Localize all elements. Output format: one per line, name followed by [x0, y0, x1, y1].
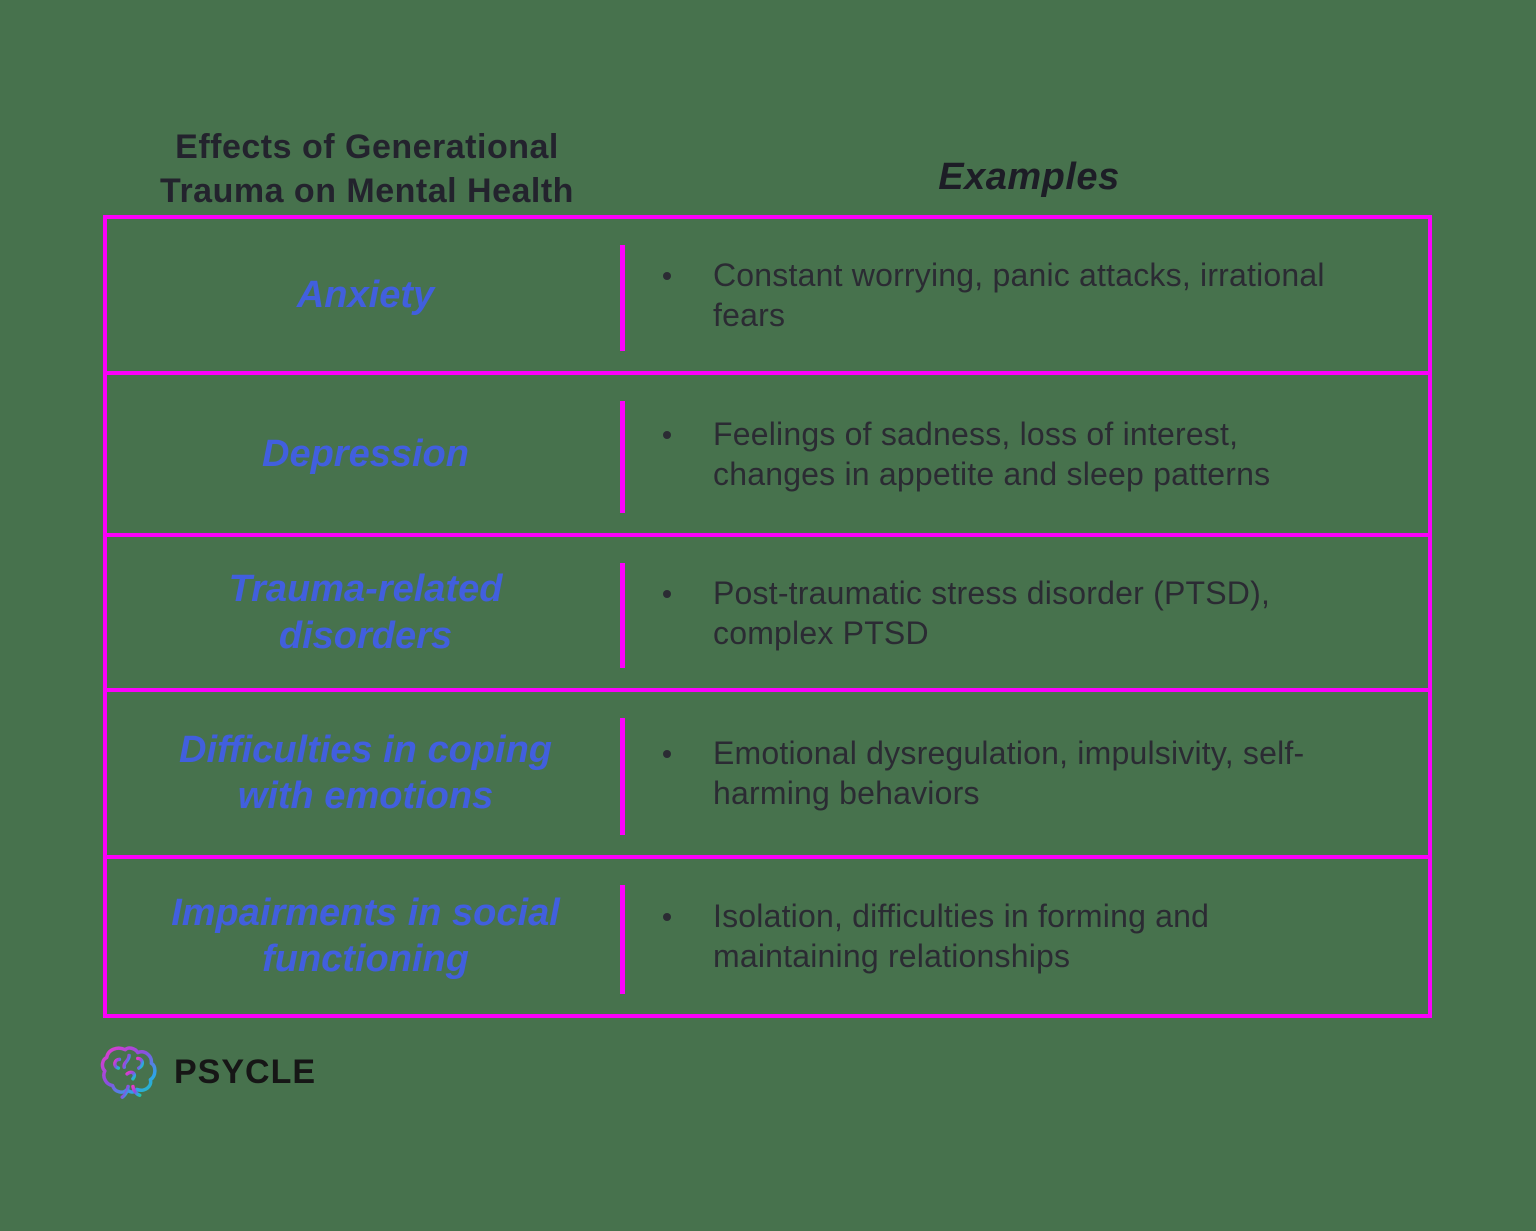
page-title — [112, 126, 622, 213]
bullet-icon — [663, 431, 671, 439]
table-row — [107, 855, 1428, 1014]
column-divider — [620, 245, 625, 351]
brand-logo — [100, 1043, 316, 1101]
example-text: Post-traumatic stress disorder (PTSD), complex PTSD — [713, 574, 1271, 651]
bullet-icon — [663, 590, 671, 598]
example-text: Isolation, difficulties in forming and maintaining relationships — [713, 898, 1210, 975]
example-cell — [624, 859, 1428, 1014]
bullet-icon — [663, 272, 671, 280]
effect-label: Trauma-related disorders — [228, 568, 503, 657]
table-row — [107, 688, 1428, 855]
column-divider — [620, 718, 625, 835]
effect-cell — [107, 219, 624, 371]
effect-cell — [107, 692, 624, 855]
table-row — [107, 533, 1428, 687]
bullet-icon — [663, 913, 671, 921]
example-text: Constant worrying, panic attacks, irrational fears — [713, 257, 1325, 334]
page-title-line2: Trauma on Mental Health — [160, 171, 574, 210]
effect-label: Difficulties in coping with emotions — [179, 728, 552, 818]
page-title-line1: Effects of Generational — [175, 128, 559, 166]
example-cell — [624, 537, 1428, 687]
effect-label: Anxiety — [296, 273, 435, 316]
examples-column-header: Examples — [938, 156, 1120, 198]
brain-icon — [100, 1043, 162, 1101]
effect-label: Impairments in social functioning — [171, 892, 560, 981]
effect-cell — [107, 375, 624, 533]
brand-name: PSYCLE — [174, 1052, 317, 1091]
column-divider — [620, 563, 625, 667]
table-row — [107, 371, 1428, 533]
example-cell — [624, 375, 1428, 533]
effect-label: Depression — [262, 433, 469, 476]
example-cell — [624, 692, 1428, 855]
example-cell — [624, 219, 1428, 371]
effects-table — [103, 215, 1432, 1018]
example-text: Emotional dysregulation, impulsivity, self-harming behaviors — [713, 735, 1305, 812]
bullet-icon — [663, 750, 671, 758]
column-divider — [620, 885, 625, 994]
table-row — [107, 219, 1428, 371]
column-divider — [620, 401, 625, 513]
effect-cell — [107, 537, 624, 687]
example-text: Feelings of sadness, loss of interest, changes in appetite and sleep patterns — [713, 416, 1271, 493]
effect-cell — [107, 859, 624, 1014]
